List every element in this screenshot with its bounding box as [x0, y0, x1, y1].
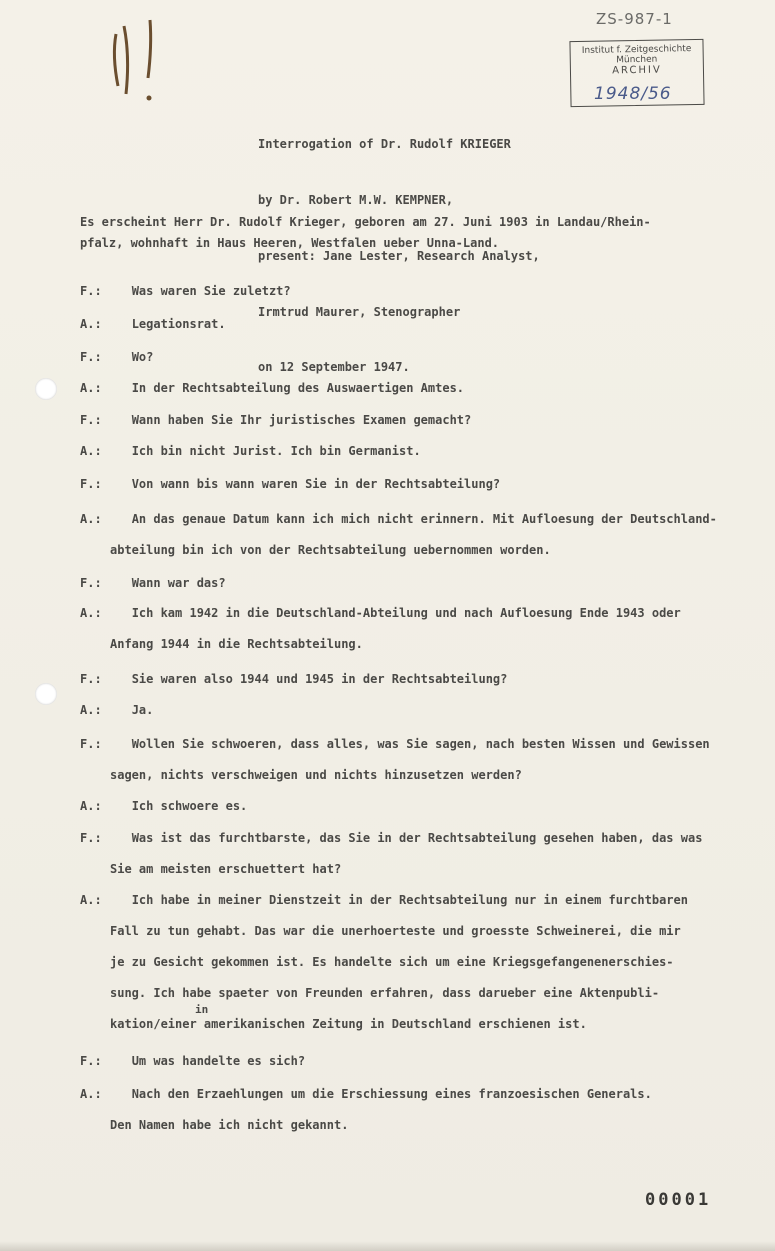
- qa-line: [80, 703, 153, 717]
- qa-line: [80, 737, 710, 751]
- qa-text: Ich schwoere es.: [131, 799, 248, 813]
- header-line: present: Jane Lester, Research Analyst,: [258, 248, 540, 263]
- speaker-label: F.:: [80, 413, 102, 427]
- page-number: 00001: [645, 1190, 712, 1210]
- speaker-label: F.:: [80, 576, 102, 590]
- header-line: Interrogation of Dr. Rudolf KRIEGER: [258, 137, 511, 152]
- qa-line: [80, 284, 291, 298]
- qa-text: Wann haben Sie Ihr juristisches Examen gemacht?: [131, 413, 472, 427]
- qa-line: [80, 893, 688, 907]
- qa-line: [80, 606, 681, 620]
- qa-line: [80, 576, 226, 590]
- qa-text: Was waren Sie zuletzt?: [131, 284, 291, 298]
- qa-line: [80, 1054, 305, 1068]
- qa-text: Ich habe in meiner Dienstzeit in der Rechtsabteilung nur in einem furchtbaren: [131, 893, 688, 907]
- qa-continuation-line: sung. Ich habe spaeter von Freunden erfahren, dass darueber eine Aktenpubli-: [110, 986, 660, 1000]
- speaker-label: A.:: [80, 381, 102, 395]
- qa-line: [80, 350, 153, 364]
- qa-text: Sie waren also 1944 und 1945 in der Rechtsabteilung?: [131, 672, 508, 686]
- speaker-label: F.:: [80, 831, 102, 845]
- header-line: on 12 September 1947.: [258, 360, 410, 375]
- qa-continuation-line: sagen, nichts verschweigen und nichts hinzusetzen werden?: [110, 768, 522, 782]
- speaker-label: F.:: [80, 284, 102, 298]
- qa-continuation-line: Fall zu tun gehabt. Das war die unerhoerteste und groesste Schweinerei, die mir: [110, 924, 681, 938]
- qa-line: [80, 512, 717, 526]
- qa-text: Um was handelte es sich?: [131, 1054, 306, 1068]
- speaker-label: A.:: [80, 1087, 102, 1101]
- intro-line: Es erscheint Herr Dr. Rudolf Krieger, geboren am 27. Juni 1903 in Landau/Rhein-: [80, 215, 651, 229]
- speaker-label: A.:: [80, 606, 102, 620]
- qa-line: [80, 413, 471, 427]
- intro-line: pfalz, wohnhaft in Haus Heeren, Westfalen ueber Unna-Land.: [80, 236, 500, 250]
- qa-continuation-line: Den Namen habe ich nicht gekannt.: [110, 1118, 349, 1132]
- qa-continuation-line: je zu Gesicht gekommen ist. Es handelte sich um eine Kriegsgefangenenerschies-: [110, 955, 674, 969]
- qa-text: Was ist das furchtbarste, das Sie in der Rechtsabteilung gesehen haben, das was: [131, 831, 703, 845]
- qa-line: [80, 799, 247, 813]
- qa-line: [80, 381, 464, 395]
- qa-line: [80, 444, 421, 458]
- qa-line: [80, 672, 507, 686]
- speaker-label: A.:: [80, 317, 102, 331]
- stamp-line: ARCHIV: [612, 64, 662, 77]
- punch-hole: [35, 683, 57, 705]
- speaker-label: A.:: [80, 799, 102, 813]
- qa-text: Wann war das?: [131, 576, 226, 590]
- page-edge-shadow: [0, 1241, 775, 1251]
- speaker-label: A.:: [80, 444, 102, 458]
- speaker-label: F.:: [80, 477, 102, 491]
- speaker-label: F.:: [80, 350, 102, 364]
- qa-text: Ich kam 1942 in die Deutschland-Abteilung und nach Aufloesung Ende 1943 oder: [131, 606, 681, 620]
- stamp-line: München: [616, 54, 658, 66]
- archive-handwritten-number: ZS-987-1: [596, 10, 673, 28]
- stamp-number: 1948/56: [594, 84, 672, 104]
- speaker-label: F.:: [80, 737, 102, 751]
- qa-continuation-line: kation/einer amerikanischen Zeitung in Deutschland erschienen ist.: [110, 1017, 587, 1031]
- speaker-label: A.:: [80, 893, 102, 907]
- punch-hole: [35, 378, 57, 400]
- qa-text: Von wann bis wann waren Sie in der Rechtsabteilung?: [131, 477, 501, 491]
- speaker-label: A.:: [80, 703, 102, 717]
- qa-line: [80, 1087, 652, 1101]
- qa-continuation-line: Sie am meisten erschuettert hat?: [110, 862, 342, 876]
- qa-line: [80, 831, 702, 845]
- qa-continuation-line: abteilung bin ich von der Rechtsabteilung uebernommen worden.: [110, 543, 551, 557]
- qa-line: [80, 477, 500, 491]
- qa-text: Ja.: [131, 703, 154, 717]
- qa-text: Wo?: [131, 350, 154, 364]
- qa-text: Ich bin nicht Jurist. Ich bin Germanist.: [131, 444, 421, 458]
- qa-text: In der Rechtsabteilung des Auswaertigen Amtes.: [131, 381, 465, 395]
- handwritten-mark: [108, 16, 160, 108]
- qa-line: [80, 317, 226, 331]
- qa-text: Wollen Sie schwoeren, dass alles, was Sie sagen, nach besten Wissen und Gewissen: [131, 737, 710, 751]
- qa-text: Nach den Erzaehlungen um die Erschiessung eines franzoesischen Generals.: [131, 1087, 652, 1101]
- qa-text: Legationsrat.: [131, 317, 226, 331]
- speaker-label: F.:: [80, 1054, 102, 1068]
- speaker-label: A.:: [80, 512, 102, 526]
- intro-paragraph: [80, 212, 760, 254]
- header-line: by Dr. Robert M.W. KEMPNER,: [258, 192, 454, 207]
- header-line: Irmtrud Maurer, Stenographer: [258, 304, 461, 319]
- qa-continuation-line: Anfang 1944 in die Rechtsabteilung.: [110, 637, 363, 651]
- handwritten-insert: in: [195, 1003, 209, 1016]
- qa-text: An das genaue Datum kann ich mich nicht erinnern. Mit Aufloesung der Deutschland-: [131, 512, 717, 526]
- stamp-line: Institut f. Zeitgeschichte: [581, 44, 692, 56]
- speaker-label: F.:: [80, 672, 102, 686]
